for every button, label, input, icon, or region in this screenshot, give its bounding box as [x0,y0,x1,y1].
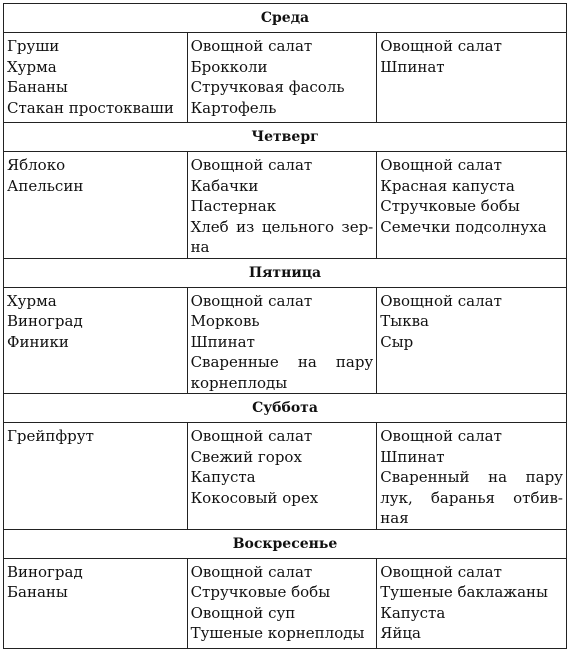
menu-item: Хурма [7,57,57,76]
menu-item: Шпинат [190,332,255,351]
day-header-row [4,258,567,287]
menu-item: Овощной салат [190,156,313,174]
menu-item: Брокколи [190,57,268,76]
lunch-cell [187,33,377,123]
day-name: Суббота [4,394,567,423]
menu-body [4,4,567,649]
menu-item: Апельсин [7,176,84,195]
menu-item: Яйца [380,624,421,642]
day-name: Четверг [4,123,567,152]
menu-item: Капуста [190,468,256,486]
lunch-cell [187,152,377,259]
meal-row [4,33,567,123]
meal-row [4,152,567,259]
weekly-menu-table [3,3,567,649]
menu-item: Овощной салат [380,37,502,55]
day-header-row [4,4,567,33]
menu-item: ная [380,509,409,527]
meal-row [4,423,567,530]
day-name: Воскресенье [4,529,567,558]
menu-item: Овощной салат [380,291,502,310]
menu-item: Тыква [380,312,429,330]
menu-item: Стакан простокваши [7,98,174,117]
menu-item: на [190,238,210,256]
menu-item: Груши [7,37,60,55]
breakfast-cell [4,423,188,530]
lunch-cell [187,558,377,648]
menu-item: лук, баранья отбив- [380,488,563,507]
dinner-cell [377,287,567,394]
menu-item: Овощной салат [190,291,313,310]
breakfast-cell [4,287,188,394]
lunch-cell [187,287,377,394]
menu-item: Стручковые бобы [190,583,331,601]
menu-item: Овощной суп [190,603,296,622]
menu-item: Тушеные корнеплоды [190,624,365,642]
day-header-row [4,394,567,423]
menu-item: Хлеб из цельного зер- [190,217,374,236]
breakfast-cell [4,558,188,648]
lunch-cell [187,423,377,530]
menu-item: Стручковая фасоль [190,78,345,96]
menu-item: Морковь [190,312,260,330]
meal-row [4,287,567,394]
menu-item: Сваренный на пару [380,468,563,486]
menu-item: Виноград [7,312,83,330]
menu-item: Овощной салат [380,562,502,581]
menu-item: Овощной салат [190,37,313,55]
dinner-cell [377,152,567,259]
menu-item: Виноград [7,562,83,581]
menu-item: Шпинат [380,57,445,76]
menu-item: Бананы [7,583,68,601]
breakfast-cell [4,33,188,123]
menu-item: Грейпфрут [7,427,94,445]
menu-item: корнеплоды [190,373,288,392]
menu-item: Яблоко [7,156,66,174]
dinner-cell [377,423,567,530]
menu-item: Кокосовый орех [190,488,319,507]
menu-item: Бананы [7,78,68,96]
menu-item: Красная капуста [380,176,515,195]
menu-item: Свежий горох [190,447,302,466]
menu-item: Картофель [190,98,277,117]
breakfast-cell [4,152,188,259]
day-name: Пятница [4,258,567,287]
dinner-cell [377,33,567,123]
meal-row [4,558,567,648]
day-name: Среда [4,4,567,33]
menu-item: Сыр [380,332,414,351]
menu-item: Шпинат [380,447,445,466]
menu-item: Тушеные баклажаны [380,583,548,601]
menu-item: Овощной салат [380,156,502,174]
menu-item: Овощной салат [190,427,313,445]
menu-item: Хурма [7,291,57,310]
menu-item: Стручковые бобы [380,197,520,215]
menu-item: Пастернак [190,197,277,215]
menu-item: Овощной салат [190,562,313,581]
dinner-cell [377,558,567,648]
menu-item: Овощной салат [380,427,502,445]
day-header-row [4,529,567,558]
menu-item: Кабачки [190,176,259,195]
menu-item: Сваренные на пару [190,353,374,371]
menu-item: Семечки подсолнуха [380,217,547,236]
menu-item: Капуста [380,603,446,622]
day-header-row [4,123,567,152]
menu-item: Финики [7,332,69,351]
